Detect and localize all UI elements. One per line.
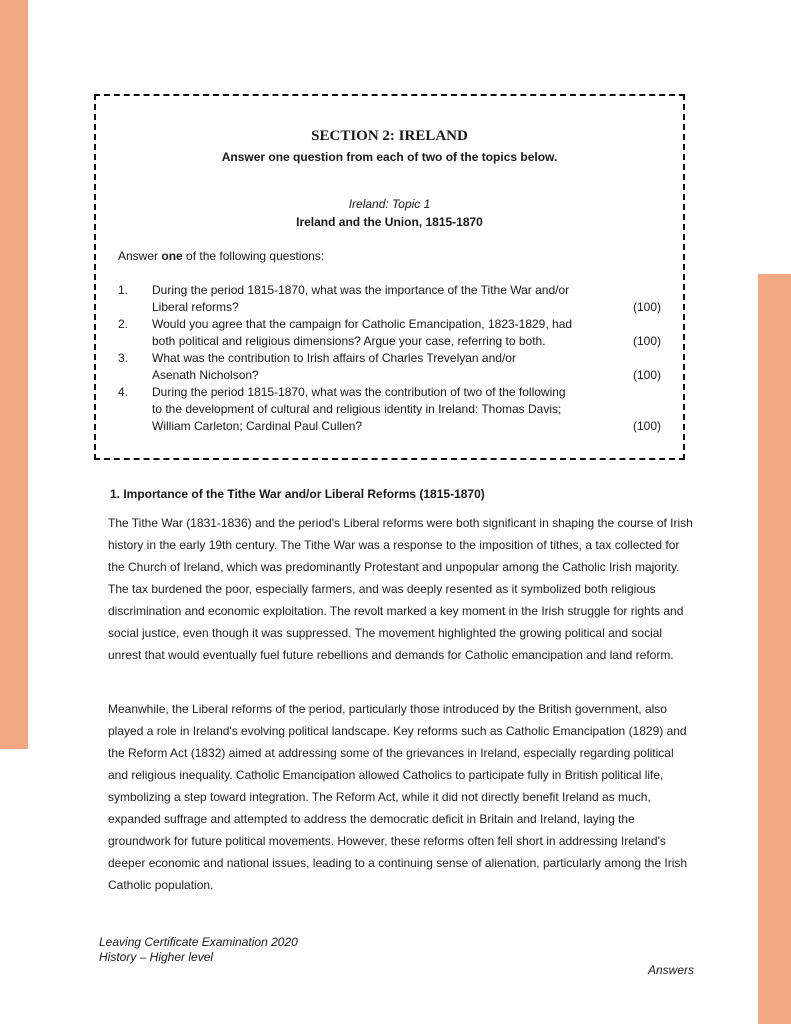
left-accent-bar <box>0 0 28 749</box>
question-box <box>94 94 685 460</box>
question-number: 2. <box>118 317 129 331</box>
instruction-pre: Answer <box>118 249 162 263</box>
section-subtitle: Answer one question from each of two of the topics below. <box>221 150 558 164</box>
question-item <box>116 282 661 316</box>
question-line: During the period 1815-1870, what was the importance of the Tithe War and/or <box>152 283 570 297</box>
instruction <box>118 249 324 263</box>
topic-label: Ireland: Topic 1 <box>348 197 431 211</box>
question-number: 4. <box>118 385 129 399</box>
question-line: both political and religious dimensions? Argue your case, referring to both. <box>152 334 546 348</box>
question-text <box>152 384 622 435</box>
question-text <box>152 316 622 350</box>
footer-exam-line: Leaving Certificate Examination 2020 <box>99 935 298 949</box>
question-line: During the period 1815-1870, what was the contribution of two of the following <box>152 385 566 399</box>
question-line: William Carleton; Cardinal Paul Cullen? <box>152 419 363 433</box>
question-line: Asenath Nicholson? <box>152 368 259 382</box>
section-title: SECTION 2: IRELAND <box>311 128 468 144</box>
answer-paragraph-1: The Tithe War (1831-1836) and the period's Liberal reforms were both significant in shaping the course of Irish history in the early 19th century. The Tithe War was a response to the imposition of tithes, a tax collected for the Church of Ireland, which was predominantly Protestant and unpopular among the Catholic Irish majority. The tax burdened the poor, especially farmers, and was deeply resented as it symbolized both religious discrimination and economic exploitation. The revolt marked a key moment in the Irish struggle for rights and social justice, even though it was suppressed. The movement highlighted the growing political and social unrest that would eventually fuel future rebellions and demands for Catholic emancipation and land reform. <box>108 516 693 662</box>
question-line: Would you agree that the campaign for Catholic Emancipation, 1823-1829, had <box>152 317 573 331</box>
answer-paragraph-2: Meanwhile, the Liberal reforms of the period, particularly those introduced by the British government, also played a role in Ireland's evolving political landscape. Key reforms such as Catholic Emancipation (1829) and the Reform Act (1832) aimed at addressing some of the grievances in Ireland, especially regarding political and religious inequality. Catholic Emancipation allowed Catholics to participate fully in British political life, symbolizing a step toward integration. The Reform Act, while it did not directly benefit Ireland as much, expanded suffrage and attempted to address the democratic deficit in Britain and Ireland, laying the groundwork for future political movements. However, these reforms often fell short in addressing Ireland's deeper economic and national issues, leading to a continuing sense of alienation, particularly among the Irish Catholic population. <box>108 702 688 892</box>
topic-title: Ireland and the Union, 1815-1870 <box>296 215 483 229</box>
footer-left <box>99 935 298 965</box>
right-accent-bar <box>758 274 791 1024</box>
question-line: What was the contribution to Irish affairs of Charles Trevelyan and/or <box>152 351 516 365</box>
question-number: 1. <box>118 283 129 297</box>
answer-heading: 1. Importance of the Tithe War and/or Liberal Reforms (1815-1870) <box>110 487 485 501</box>
question-line: to the development of cultural and religious identity in Ireland: Thomas Davis; <box>152 402 562 416</box>
question-item <box>116 384 661 435</box>
footer-right-label: Answers <box>648 963 695 977</box>
instruction-post: of the following questions: <box>182 249 325 263</box>
question-marks: (100) <box>632 368 661 382</box>
question-line: Liberal reforms? <box>152 300 239 314</box>
question-marks: (100) <box>632 300 661 314</box>
footer-level-line: History – Higher level <box>99 950 214 964</box>
question-number: 3. <box>118 351 129 365</box>
question-marks: (100) <box>632 419 661 433</box>
question-text <box>152 350 622 384</box>
instruction-bold: one <box>161 249 183 263</box>
question-item <box>116 350 661 384</box>
question-text <box>152 282 622 316</box>
question-marks: (100) <box>632 334 661 348</box>
question-item <box>116 316 661 350</box>
